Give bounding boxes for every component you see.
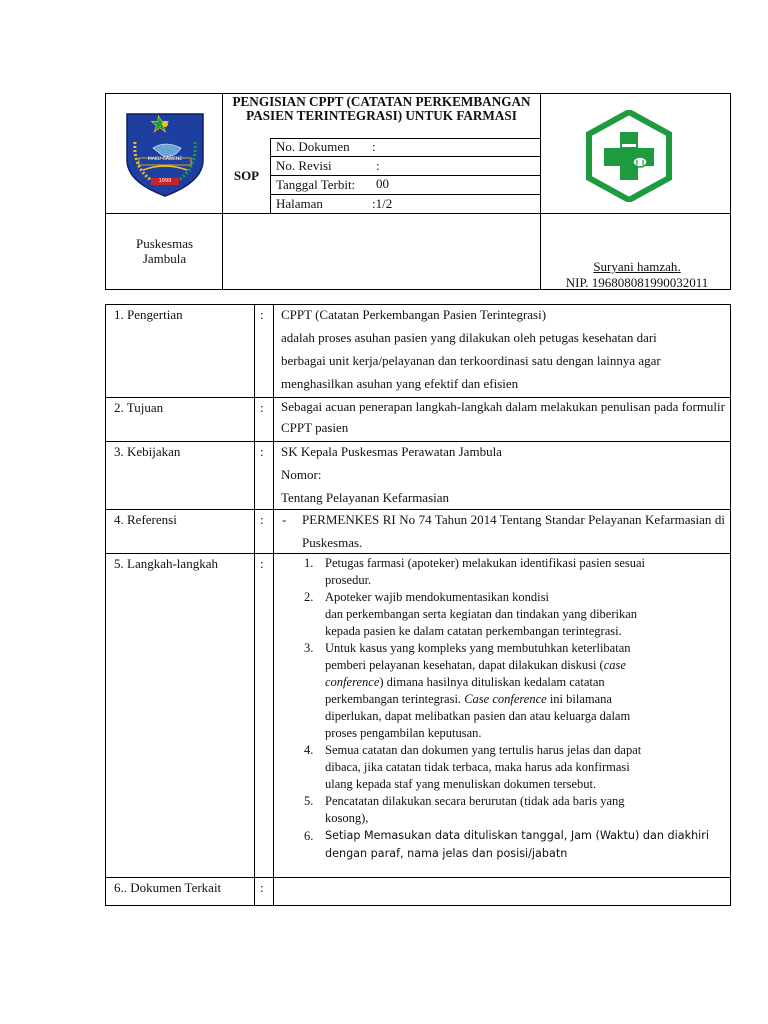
meta-halaman: Halaman :1/2 (276, 196, 393, 211)
list-item: 2. Apoteker wajib mendokumentasikan kondisi dan perkembangan serta kegiatan dan tindakan yang diberikan kepada pasien ke dalam catatan perkembangan terintegrasi. (304, 590, 638, 638)
meta-tanggal-terbit: Tanggal Terbit: (276, 177, 356, 192)
regency-logo (123, 112, 207, 203)
text-kebijakan: SK Kepala Puskesmas Perawatan Jambula Nomor: Tentang Pelayanan Kefarmasian (281, 444, 502, 505)
label-referensi: 4. Referensi (114, 512, 177, 527)
signer-nip: NIP. 196808081990032011 (565, 275, 709, 290)
text-referensi: PERMENKES RI No 74 Tahun 2014 Tentang Standar Pelayanan Kefarmasian di Puskesmas. (302, 512, 725, 550)
list-item: 6. Setiap Memasukan data dituliskan tanggal, Jam (Waktu) dan diakhiri dengan paraf, nama jelas dan posisi/jabatn (304, 829, 709, 860)
label-dokumen-terkait: 6.. Dokumen Terkait (114, 880, 222, 895)
row-tujuan (106, 397, 730, 442)
label-langkah: 5. Langkah-langkah (114, 556, 218, 571)
sop-label: SOP (233, 167, 260, 183)
bullet-dash: - (282, 512, 287, 527)
colon: : (260, 880, 264, 895)
row-kebijakan (106, 441, 730, 510)
label-tujuan: 2. Tujuan (114, 400, 164, 415)
list-item: 3. Untuk kasus yang kompleks yang membutuhkan keterlibatan pemberi pelayanan kesehatan, dapat dilakukan diskusi (case conference) dimana hasilnya dituliskan kedalam catatan perkembangan terintegrasi. Case conference ini bilamana diperlukan, dapat melibatkan pasien dan atau keluarga dalam proses pengambilan keputusan. (304, 641, 631, 740)
steps-list (281, 555, 726, 863)
sop-content-table (105, 304, 731, 906)
meta-no-dokumen: No. Dokumen : (276, 139, 376, 154)
text-pengertian: CPPT (Catatan Perkembangan Pasien Terintegrasi) adalah proses asuhan pasien yang dilakukan oleh petugas kesehatan dari berbagai unit kerja/pelayanan dan terkoordinasi satu dengan lainnya agar menghasilkan asuhan yang efektif dan efisien (281, 307, 661, 391)
row-dokumen-terkait (106, 877, 730, 906)
list-item: 4. Semua catatan dan dokumen yang tertulis harus jelas dan dapat dibaca, jika catatan tidak terbaca, maka harus ada konfirmasi ulang kepada staf yang menuliskan dokumen tersebut. (304, 743, 642, 791)
colon: : (260, 556, 264, 571)
puskesmas-logo (584, 110, 674, 207)
signer-name: Suryani hamzah. (593, 259, 681, 274)
label-pengertian: 1. Pengertian (114, 307, 183, 322)
text-tujuan: Sebagai acuan penerapan langkah-langkah dalam melakukan penulisan pada formulir CPPT pasien (281, 399, 725, 435)
label-kebijakan: 3. Kebijakan (114, 444, 181, 459)
colon: : (260, 512, 264, 527)
organization-name: Puskesmas Jambula (135, 236, 194, 266)
document-header (105, 93, 731, 290)
meta-no-revisi: No. Revisi : 00 (276, 158, 389, 191)
list-item: 5. Pencatatan dilakukan secara berurutan (tidak ada baris yang kosong), (304, 794, 625, 825)
document-title: PENGISIAN CPPT (CATATAN PERKEMBANGAN PASIEN TERINTEGRASI) UNTUK FARMASI (232, 94, 531, 123)
row-langkah (106, 553, 730, 878)
row-referensi (106, 509, 730, 554)
logo-banner-text: MAKU GAWENE (147, 157, 183, 162)
list-item: 1. Petugas farmasi (apoteker) melakukan identifikasi pasien sesuai prosedur. (304, 556, 646, 587)
colon: : (260, 444, 264, 459)
row-pengertian (106, 305, 730, 397)
colon: : (260, 400, 264, 415)
colon: : (260, 307, 264, 322)
logo-year-text: 1999 (158, 178, 172, 184)
